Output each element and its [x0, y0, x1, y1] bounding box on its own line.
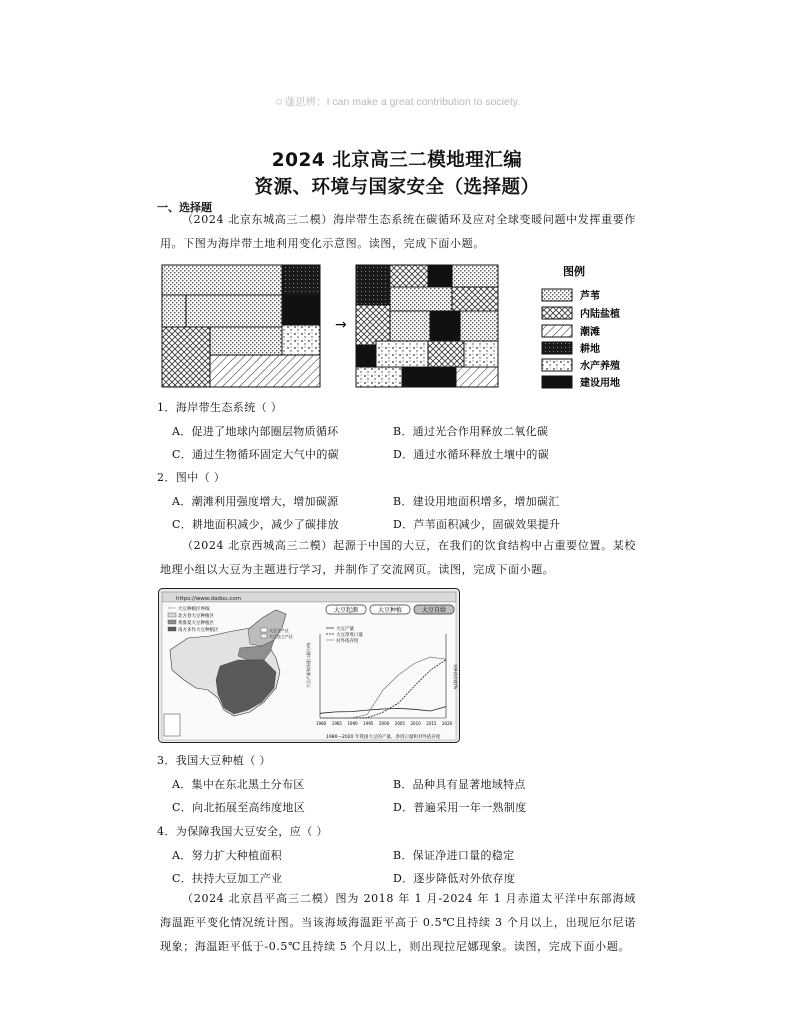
q3-option-b: B．品种具有显著地域特点	[393, 778, 526, 791]
section-heading: 一、选择题	[157, 201, 212, 214]
q4-option-d: D．逐步降低对外依存度	[393, 872, 516, 885]
legend-salt-plant: 内陆盐植	[580, 309, 620, 320]
x-tick-label: 1980	[316, 721, 327, 726]
map-legend-north: 北方春大豆种植区	[178, 614, 214, 619]
land-use-before-panel	[162, 265, 320, 387]
legend-reed: 芦苇	[580, 291, 600, 302]
map-legend-boundary: 大豆种植区界线	[178, 607, 210, 612]
chart-legend-import: 大豆净进口量	[336, 633, 363, 638]
tab-soy-selfsufficiency-label: 大豆自给	[422, 607, 447, 614]
x-tick-label: 2000	[379, 721, 390, 726]
passage-1: （2024 北京东城高三二模）海岸带生态系统在碳循环及应对全球变暖问题中发挥重要作用。下图为海岸带土地利用变化示意图。读图，完成下面小题。	[160, 213, 636, 250]
question-2-stem: 2．图中（ ）	[157, 471, 226, 484]
url-bar: https://www.dadou.com	[176, 596, 242, 602]
q3-option-d: D．普遍采用一年一熟制度	[393, 801, 527, 814]
q3-option-a: A．集中在东北黑土分布区	[172, 778, 305, 791]
land-use-figure	[160, 262, 640, 396]
chart-caption: 1980—2020 年我国大豆的产量、净进口量和对外依存度	[326, 735, 441, 740]
map-legend-huanghuai: 黄淮夏大豆种植区	[178, 621, 214, 626]
tab-soy-origin-label: 大豆起源	[334, 607, 359, 614]
x-tick-label: 1995	[363, 721, 374, 726]
map-sublegend-main: 大豆主产区	[269, 628, 289, 633]
x-tick-label: 2005	[394, 721, 405, 726]
tab-soy-planting-label: 大豆种植	[378, 607, 403, 614]
x-tick-label: 2015	[426, 721, 437, 726]
x-tick-label: 2010	[410, 721, 421, 726]
x-tick-label: 2020	[442, 721, 453, 726]
q2-option-c: C．耕地面积减少，减少了碳排放	[172, 518, 339, 531]
legend-aquaculture: 水产养殖	[580, 361, 620, 372]
map-sublegend-secondary: 大豆次主产区	[269, 634, 293, 639]
chart-right-axis-label: 对外依存度/%	[453, 664, 458, 690]
passage-3: （2024 北京昌平高三二模）图为 2018 年 1 月-2024 年 1 月赤道太平洋中东部海域海温距平变化情况统计图。当该海域海温距平高于 0.5℃且持续 3 个月以上，出现厄尔尼诺现象；海温距平低于-0.5℃且持续 5 个月以上，则出现拉尼娜现象。读图，完成下面小题。	[160, 892, 636, 953]
legend-construction: 建设用地	[580, 378, 620, 389]
q4-option-b: B．保证净进口量的稳定	[393, 849, 515, 862]
page-subtitle: 资源、环境与国家安全（选择题）	[254, 177, 540, 198]
figure1-legend	[542, 264, 620, 389]
q4-option-c: C．扶持大豆加工产业	[172, 872, 283, 885]
soybean-webpage-figure	[158, 588, 460, 747]
chart-left-axis-label: 大豆产量和净进口量/万吨	[306, 642, 311, 688]
question-4-stem: 4．为保障我国大豆安全，应（ ）	[157, 825, 328, 838]
question-1-stem: 1．海岸带生态系统（ ）	[157, 401, 283, 414]
page-title: 2024 北京高三二模地理汇编	[271, 150, 523, 171]
question-3-stem: 3．我国大豆种植（ ）	[157, 754, 271, 767]
land-use-after-panel	[356, 265, 498, 387]
change-arrow: →	[335, 317, 347, 333]
watermark: ☺蓬思辨：I can make a great contribution to society.	[273, 96, 521, 108]
chart-legend-production: 大豆产量	[336, 627, 354, 632]
legend-farmland: 耕地	[580, 344, 600, 355]
q1-option-d: D．通过水循环释放土壤中的碳	[393, 448, 550, 461]
legend-tidal-flat: 潮滩	[580, 327, 600, 338]
x-tick-label: 1985	[331, 721, 342, 726]
legend-title: 图例	[563, 265, 585, 278]
q2-option-b: B．建设用地面积增多，增加碳汇	[393, 495, 560, 508]
q2-option-d: D．芦苇面积减少，固碳效果提升	[393, 518, 561, 531]
q2-option-a: A．潮滩利用强度增大，增加碳源	[172, 495, 339, 508]
q4-option-a: A．努力扩大种植面积	[172, 849, 282, 862]
x-tick-label: 1990	[347, 721, 358, 726]
q3-option-c: C．向北拓展至高纬度地区	[172, 801, 306, 814]
passage-2: （2024 北京西城高三二模）起源于中国的大豆，在我们的饮食结构中占重要位置。某校地理小组以大豆为主题进行学习，并制作了交流网页。读图，完成下面小题。	[160, 539, 636, 576]
q1-option-b: B．通过光合作用释放二氧化碳	[393, 425, 549, 438]
map-legend-south: 南方多作大豆种植区	[178, 628, 219, 633]
q1-option-c: C．通过生物循环固定大气中的碳	[172, 448, 339, 461]
chart-legend-dependency: 对外依存度	[336, 639, 359, 644]
q1-option-a: A．促进了地球内部圈层物质循环	[172, 425, 339, 438]
south-sea-inset	[164, 714, 180, 736]
